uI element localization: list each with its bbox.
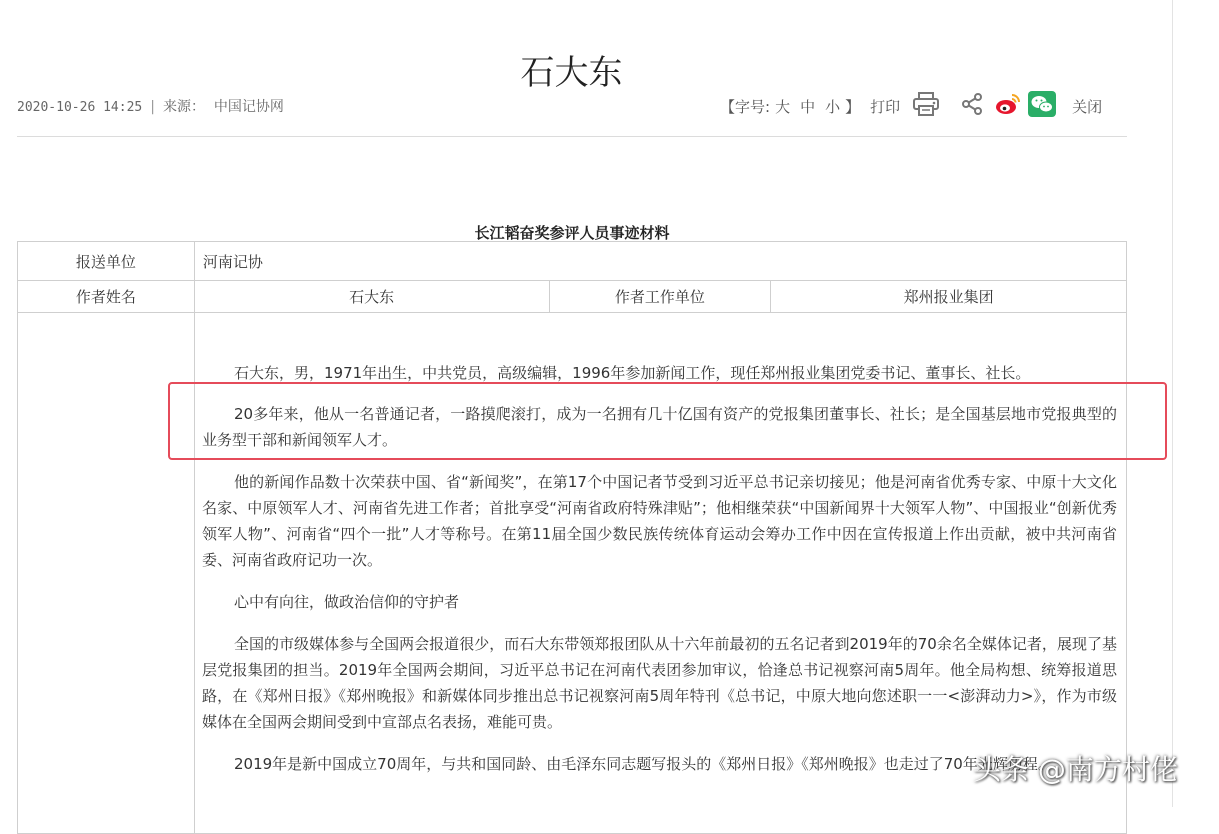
publish-datetime: 2020-10-26 14:25 — [17, 100, 143, 115]
table-row — [18, 242, 1127, 281]
weibo-icon[interactable] — [994, 91, 1022, 121]
author-unit-value: 郑州报业集团 — [771, 281, 1127, 313]
page-border-line — [1172, 0, 1173, 807]
source-name: 中国记协网 — [213, 99, 284, 115]
header-divider — [17, 136, 1127, 137]
meta-separator: | — [150, 99, 155, 115]
paragraph: 全国的市级媒体参与全国两会报道很少，而石大东带领郑报团队从十六年前最初的五名记者到2019年的70余名全媒体记者，展现了基层党报集团的担当。2019年全国两会期间，习近平总书记在河南代表团参加审议，恰逢总书记视察河南5周年。他全局构想、统筹报道思路，在《郑州日报》《郑州晚报》和新媒体同步推出总书记视察河南5周年特刊《总书记，中原大地向您述职一一<澎湃动力>》，作为市级媒体在全国两会期间受到中宣部点名表扬，难能可贵。 — [202, 635, 1117, 731]
font-size-small-link[interactable]: 小 — [825, 97, 841, 116]
author-name-label: 作者姓名 — [18, 281, 195, 313]
font-size-medium-link[interactable]: 中 — [800, 97, 816, 116]
print-link[interactable]: 打印 — [870, 97, 901, 116]
watermark: 头条 @南方村佬 — [973, 753, 1178, 786]
font-size-suffix: 】 — [845, 97, 861, 116]
close-link[interactable]: 关闭 — [1072, 97, 1103, 116]
paragraph: 他的新闻作品数十次荣获中国、省“新闻奖”，在第17个中国记者节受到习近平总书记亲切接见；他是河南省优秀专家、中原十大文化名家、中原领军人才、河南省先进工作者；首批享受“河南省政府特殊津贴”；他相继荣获“中国新闻界十大领军人物”、中国报业“创新优秀领军人物”、河南省“四个一批”人才等称号。在第11届全国少数民族传统体育运动会筹办工作中因在宣传报道上作出贡献，被中共河南省委、河南省政府记功一次。 — [202, 473, 1117, 569]
article-toolbar — [720, 93, 1102, 119]
paragraph: 2019年是新中国成立70周年，与共和国同龄、由毛泽东同志题写报头的《郑州日报》《郑州晚报》也走过了70年光辉历程。 — [234, 755, 1053, 773]
wechat-icon[interactable] — [1028, 91, 1056, 121]
submitting-unit-value: 河南记协 — [194, 242, 1126, 281]
print-icon[interactable] — [912, 91, 940, 121]
font-size-prefix: 【字号: — [720, 97, 771, 116]
font-size-large-link[interactable]: 大 — [775, 97, 791, 116]
article-meta — [17, 96, 284, 116]
table-caption: 长江韬奋奖参评人员事迹材料 — [474, 224, 670, 242]
author-unit-label: 作者工作单位 — [549, 281, 771, 313]
paragraph: 石大东，男，1971年出生，中共党员，高级编辑，1996年参加新闻工作，现任郑州报业集团党委书记、董事长、社长。 — [234, 364, 1031, 382]
submitting-unit-label: 报送单位 — [18, 242, 195, 281]
source-label: 来源： — [162, 99, 205, 115]
section-heading: 心中有向往，做政治信仰的守护者 — [234, 593, 460, 611]
author-name-value: 石大东 — [194, 281, 549, 313]
share-icon[interactable] — [960, 92, 984, 120]
paragraph: 20多年来，他从一名普通记者，一路摸爬滚打，成为一名拥有几十亿国有资产的党报集团董事长、社长；是全国基层地市党报典型的业务型干部和新闻领军人才。 — [202, 405, 1117, 449]
table-row — [18, 281, 1127, 313]
article-title: 石大东 — [520, 52, 623, 93]
highlight-box — [168, 382, 1167, 460]
